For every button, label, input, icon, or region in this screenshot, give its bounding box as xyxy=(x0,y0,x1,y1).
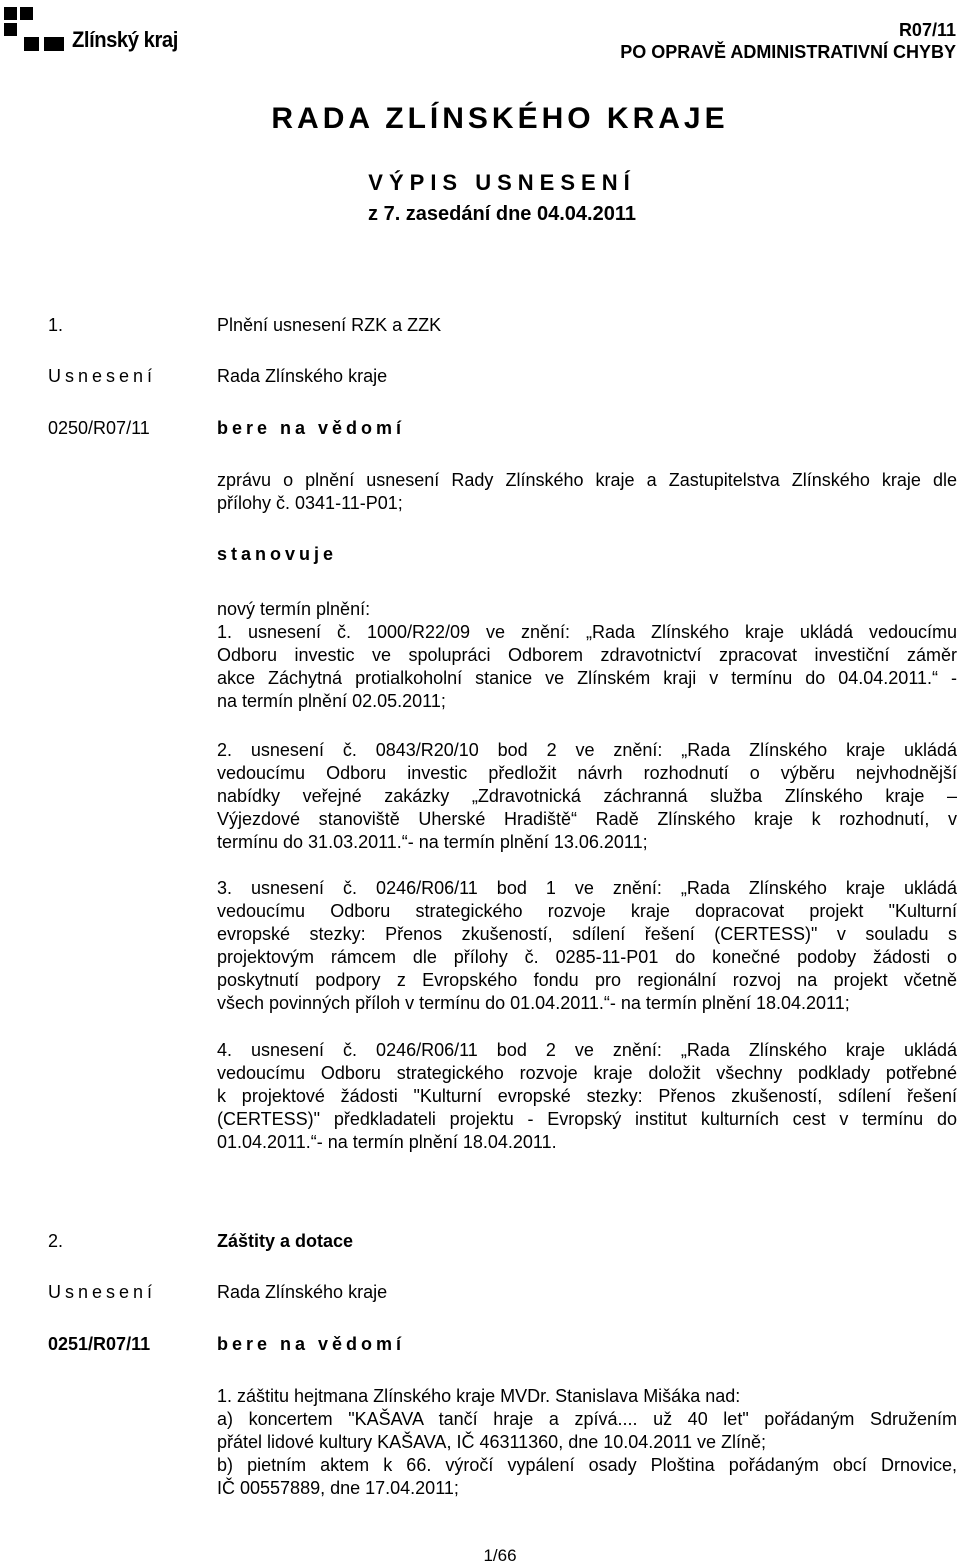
resolution-body: Rada Zlínského kraje xyxy=(217,366,388,386)
council-title: RADA ZLÍNSKÉHO KRAJE xyxy=(271,102,729,135)
logo-text: Zlínský kraj xyxy=(72,27,178,52)
session-date: z 7. zasedání dne 04.04.2011 xyxy=(368,203,636,225)
text-line: 4. usnesení č. 0246/R06/11 bod 2 ve znění: „Rada Zlínského kraje ukládá xyxy=(217,1040,957,1060)
text-line: vedoucímu Odboru investic předložit návrh rozhodnutí o výběru nejvhodnější xyxy=(217,763,957,783)
text-line: (CERTESS)" předkladateli projektu - Evropský institut kulturních cest v termínu do xyxy=(217,1109,957,1129)
text-line: a) koncertem "KAŠAVA tančí hraje a zpívá.... už 40 let" pořádaným Sdružením xyxy=(217,1409,957,1429)
text-line: přílohy č. 0341-11-P01; xyxy=(217,493,403,513)
text-line: akce Záchytná protialkoholní stanice ve Zlínském kraji v termínu do 04.04.2011.“ - xyxy=(217,668,957,688)
text-line: evropské stezky: Přenos zkušeností, sdílení řešení (CERTESS)" v souladu s xyxy=(217,924,957,944)
page-number: 1/66 xyxy=(483,1546,517,1565)
text-line: termínu do 31.03.2011.“- na termín plnění 13.06.2011; xyxy=(217,832,648,852)
text-line: IČ 00557889, dne 17.04.2011; xyxy=(217,1478,459,1498)
text-line: 3. usnesení č. 0246/R06/11 bod 1 ve znění: „Rada Zlínského kraje ukládá xyxy=(217,878,957,898)
resolution-label: Usnesení xyxy=(48,1282,157,1302)
item-heading: Záštity a dotace xyxy=(217,1231,354,1251)
logo-square xyxy=(4,7,17,20)
text-line: vedoucímu Odboru strategického rozvoje kraje dopracovat projekt "Kulturní xyxy=(217,901,957,921)
text-line: na termín plnění 02.05.2011; xyxy=(217,691,446,711)
text-line: zprávu o plnění usnesení Rady Zlínského kraje a Zastupitelstva Zlínského kraje dle xyxy=(217,470,957,490)
resolution-verb: bere na vědomí xyxy=(217,418,406,438)
correction-note: PO OPRAVĚ ADMINISTRATIVNÍ CHYBY xyxy=(620,42,956,62)
resolution-number: 0251/R07/11 xyxy=(48,1334,151,1354)
text-line: k projektové žádosti "Kulturní evropské stezky: Přenos zkušeností, sdílení řešení xyxy=(217,1086,957,1106)
resolution-text xyxy=(217,469,957,515)
resolution-verb-2: stanovuje xyxy=(217,544,338,564)
paragraph-3 xyxy=(217,877,957,1015)
text-line: Odboru investic ve spolupráci Odborem zdravotnictví zpracovat investiční záměr xyxy=(217,645,957,665)
item-number: 2. xyxy=(48,1231,64,1251)
text-line: 2. usnesení č. 0843/R20/10 bod 2 ve znění: „Rada Zlínského kraje ukládá xyxy=(217,740,957,760)
item-heading: Plnění usnesení RZK a ZZK xyxy=(217,315,442,335)
text-line: projektovým rámcem dle přílohy č. 0285-11-P01 do konečné podoby žádosti o xyxy=(217,947,957,967)
text-line: b) pietním aktem k 66. výročí vypálení osady Ploština pořádaným obcí Drnovice, xyxy=(217,1455,957,1475)
text-line: nabídky veřejné zakázky „Zdravotnická záchranná služba Zlínského kraje – xyxy=(217,786,957,806)
text-line: poskytnutí podpory z Evropského fondu pro regionální rozvoj na projekt včetně xyxy=(217,970,957,990)
resolution-verb: bere na vědomí xyxy=(217,1334,406,1354)
zlinsky-kraj-logo xyxy=(4,7,186,51)
logo-square xyxy=(24,37,39,51)
text-line: 1. záštitu hejtmana Zlínského kraje MVDr. Stanislava Mišáka nad: xyxy=(217,1386,741,1406)
text-line: 01.04.2011.“- na termín plnění 18.04.2011. xyxy=(217,1132,557,1152)
resolution-number: 0250/R07/11 xyxy=(48,418,150,438)
text-line: 1. usnesení č. 1000/R22/09 ve znění: „Rada Zlínského kraje ukládá vedoucímu xyxy=(217,622,957,642)
document-code: R07/11 xyxy=(898,20,956,40)
paragraph-1 xyxy=(217,621,957,713)
text-line: přátel lidové kultury KAŠAVA, IČ 46311360, dne 10.04.2011 ve Zlíně; xyxy=(217,1432,767,1452)
paragraph-1 xyxy=(217,1385,957,1500)
paragraph-4 xyxy=(217,1039,957,1154)
logo-square xyxy=(4,23,17,36)
text-line: všech povinných příloh v termínu do 01.04.2011.“- na termín plnění 18.04.2011; xyxy=(217,993,850,1013)
resolution-body: Rada Zlínského kraje xyxy=(217,1282,388,1302)
paragraph-2 xyxy=(217,739,957,854)
intro-line: nový termín plnění: xyxy=(217,599,371,619)
excerpt-title: VÝPIS USNESENÍ xyxy=(368,170,636,195)
item-number: 1. xyxy=(48,315,64,335)
resolution-label: Usnesení xyxy=(48,366,157,386)
logo-square xyxy=(44,37,64,51)
logo-square xyxy=(20,7,33,20)
text-line: Výjezdové stanoviště Uherské Hradiště“ Radě Zlínského kraje k rozhodnutí, v xyxy=(217,809,957,829)
text-line: vedoucímu Odboru strategického rozvoje kraje doložit všechny podklady potřebné xyxy=(217,1063,957,1083)
